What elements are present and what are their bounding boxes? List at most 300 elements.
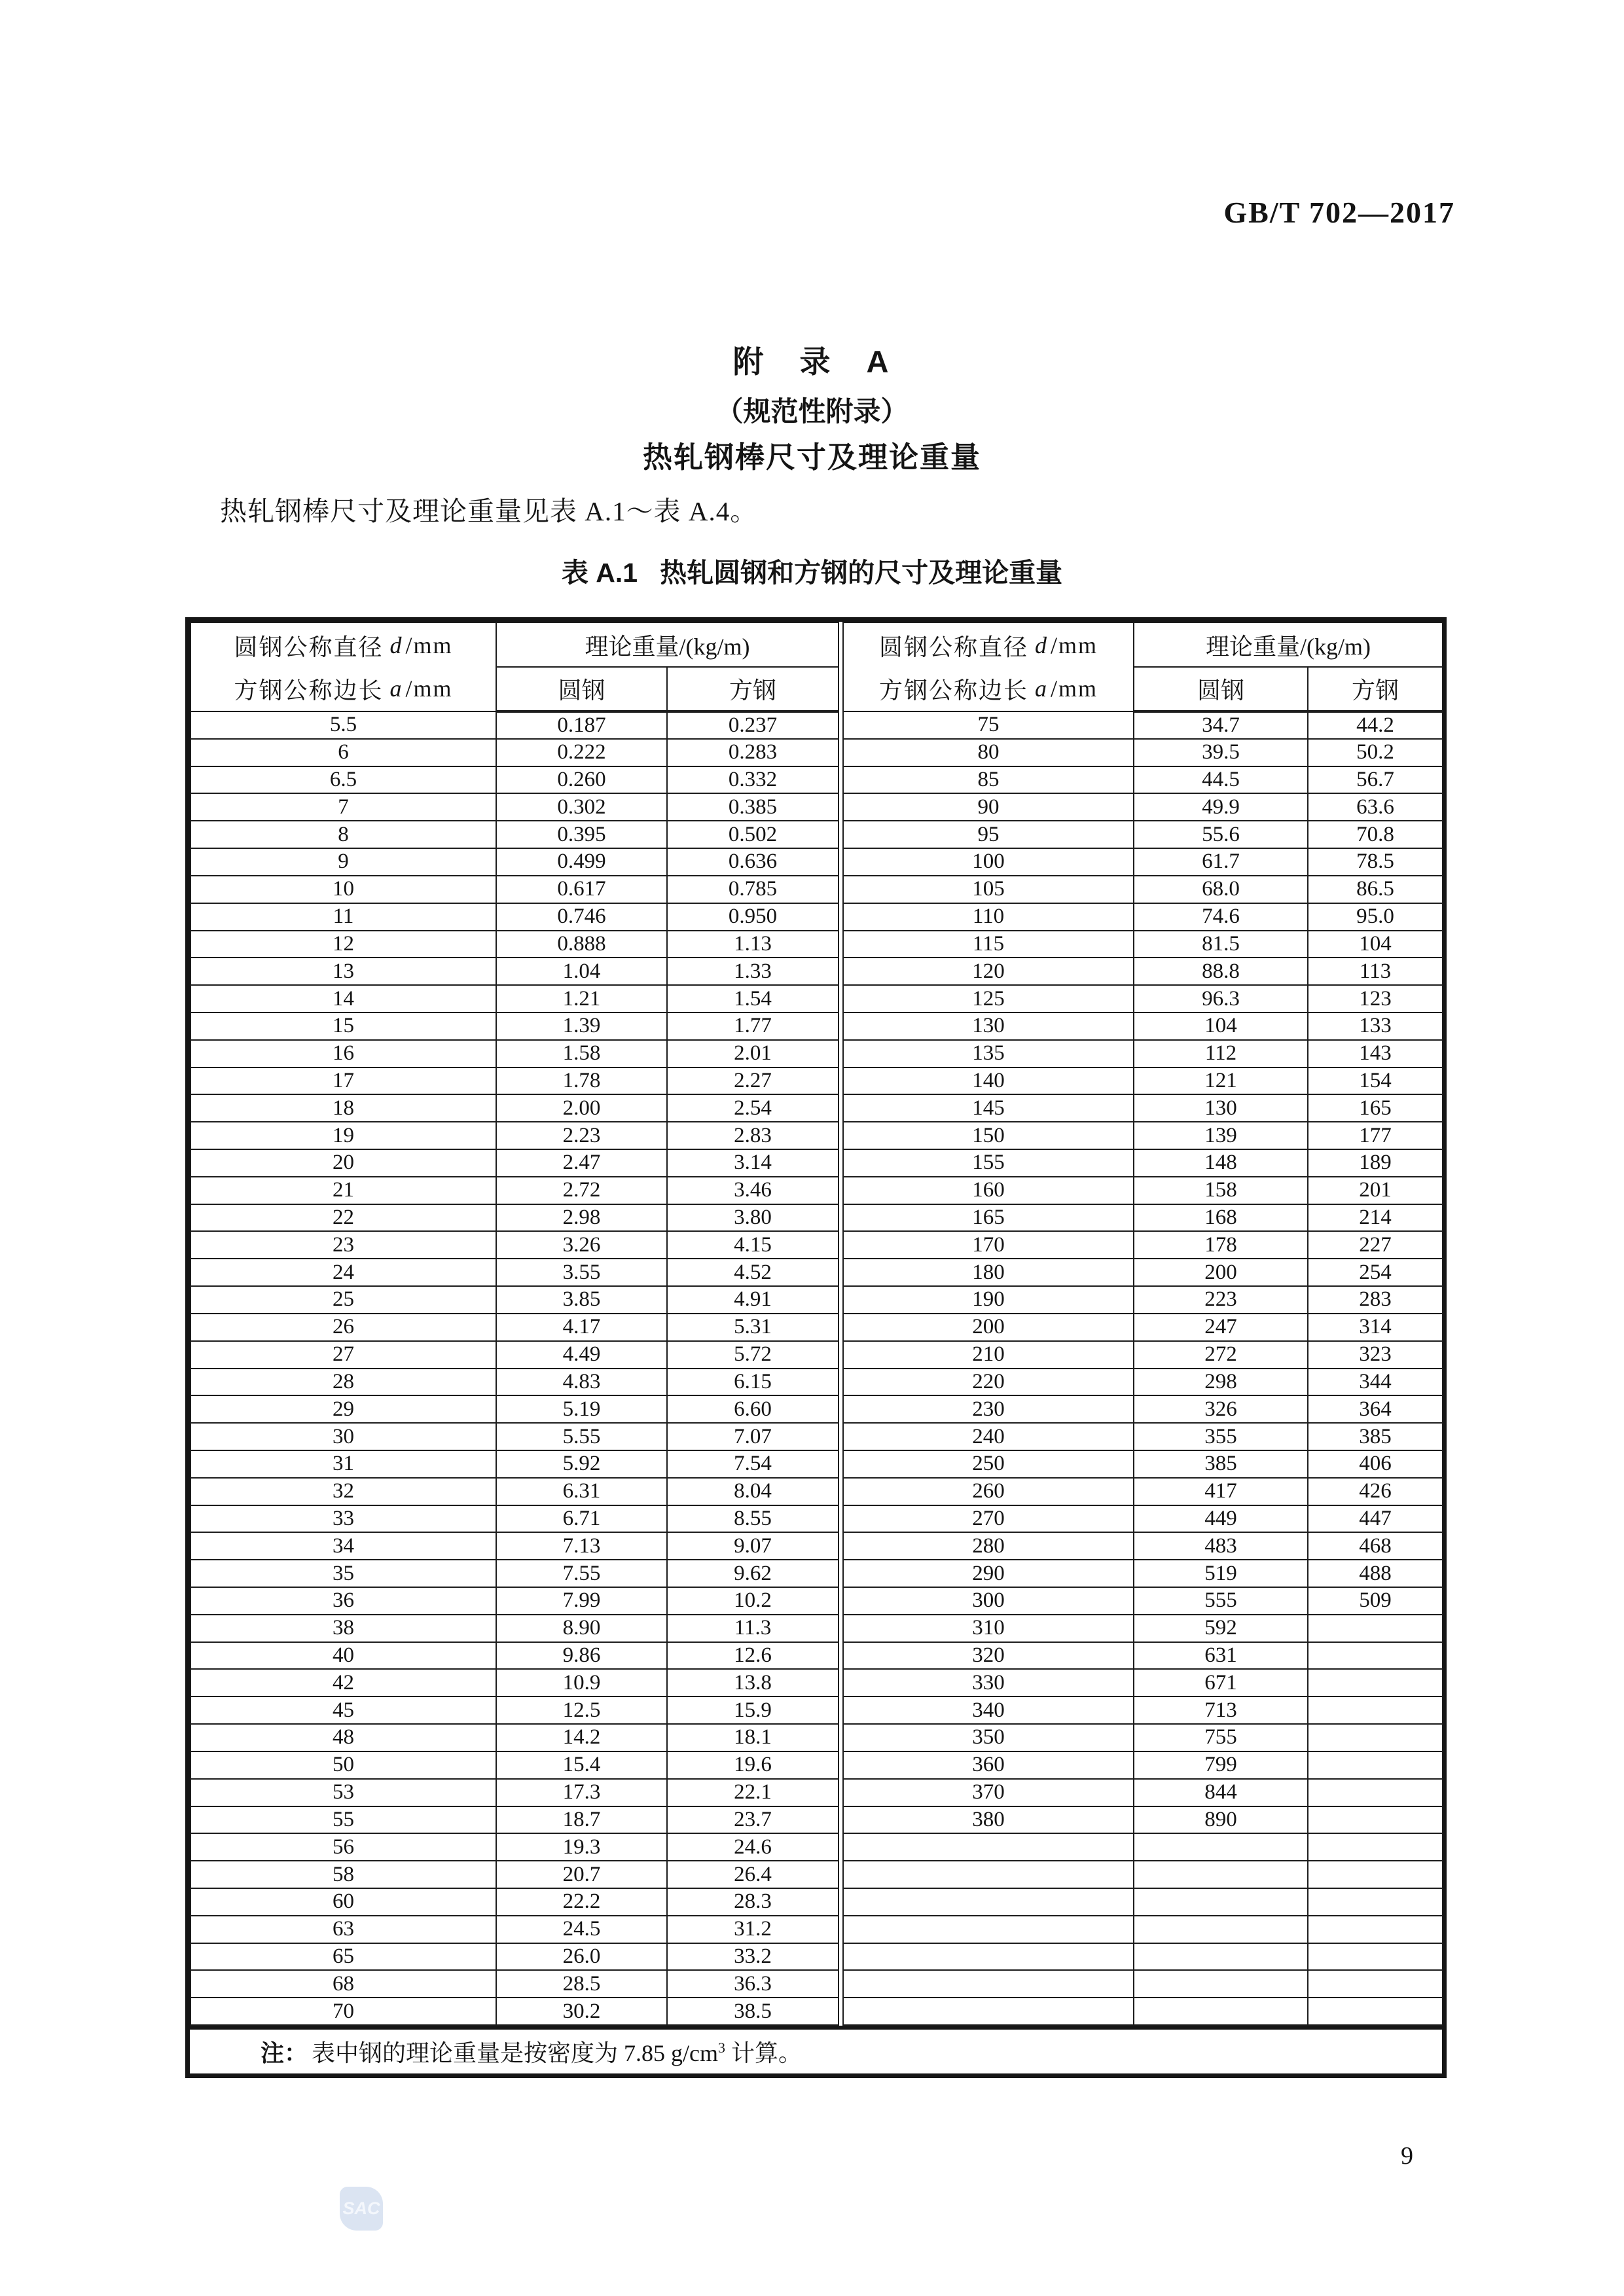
table-row <box>190 903 839 931</box>
size-cell: 14 <box>190 985 496 1013</box>
round-weight-cell: 61.7 <box>1134 848 1308 876</box>
round-weight-cell: 298 <box>1134 1369 1308 1396</box>
square-weight-cell: 133 <box>1308 1013 1443 1040</box>
round-weight-cell: 96.3 <box>1134 985 1308 1013</box>
square-weight-cell: 227 <box>1308 1231 1443 1259</box>
square-weight-cell: 426 <box>1308 1478 1443 1505</box>
round-weight-cell: 1.21 <box>496 985 667 1013</box>
size-cell: 11 <box>190 903 496 931</box>
size-cell: 280 <box>843 1532 1134 1560</box>
table-row <box>843 1149 1443 1177</box>
table-row <box>843 1998 1443 2025</box>
round-weight-cell: 2.23 <box>496 1122 667 1149</box>
table-row <box>190 1013 839 1040</box>
square-weight-cell: 8.55 <box>667 1505 839 1533</box>
square-weight-cell: 2.54 <box>667 1094 839 1122</box>
size-cell: 30 <box>190 1423 496 1450</box>
size-cell: 100 <box>843 848 1134 876</box>
table-a1 <box>185 617 1447 2078</box>
table-row <box>190 1286 839 1314</box>
round-weight-cell: 88.8 <box>1134 958 1308 985</box>
table-row <box>843 1532 1443 1560</box>
table-row <box>843 1696 1443 1724</box>
size-cell: 58 <box>190 1861 496 1888</box>
round-weight-cell: 0.260 <box>496 766 667 794</box>
table-row <box>190 985 839 1013</box>
standard-number: GB/T 702—2017 <box>1223 196 1455 229</box>
square-weight-cell: 18.1 <box>667 1724 839 1751</box>
square-weight-cell: 201 <box>1308 1177 1443 1204</box>
table-row <box>843 1013 1443 1040</box>
round-weight-cell: 671 <box>1134 1669 1308 1696</box>
table-a1-left-half <box>190 622 839 2026</box>
col-header-size-line1: 圆钢公称直径 d /mm <box>878 632 1098 660</box>
table-row <box>843 821 1443 848</box>
round-weight-cell <box>1134 1998 1308 2025</box>
round-weight-cell: 34.7 <box>1134 711 1308 739</box>
round-weight-cell: 3.85 <box>496 1286 667 1314</box>
round-weight-cell: 24.5 <box>496 1916 667 1943</box>
table-row <box>190 1615 839 1642</box>
table-row <box>190 1560 839 1587</box>
table-row <box>190 739 839 766</box>
table-row <box>190 1751 839 1779</box>
square-weight-cell: 0.785 <box>667 876 839 903</box>
table-row <box>190 1888 839 1916</box>
left-table-body <box>190 711 839 2025</box>
round-weight-cell: 200 <box>1134 1259 1308 1286</box>
round-weight-cell: 355 <box>1134 1423 1308 1450</box>
table-row <box>843 1478 1443 1505</box>
square-weight-cell: 0.237 <box>667 711 839 739</box>
square-weight-cell: 33.2 <box>667 1943 839 1971</box>
square-weight-cell: 1.54 <box>667 985 839 1013</box>
table-row <box>190 1423 839 1450</box>
size-cell: 10 <box>190 876 496 903</box>
round-weight-cell: 755 <box>1134 1724 1308 1751</box>
round-weight-cell: 28.5 <box>496 1970 667 1998</box>
size-cell: 31 <box>190 1450 496 1478</box>
table-row <box>843 1642 1443 1670</box>
round-weight-cell: 844 <box>1134 1779 1308 1806</box>
round-weight-cell: 2.72 <box>496 1177 667 1204</box>
round-weight-cell: 17.3 <box>496 1779 667 1806</box>
size-cell: 12 <box>190 931 496 958</box>
round-weight-cell: 44.5 <box>1134 766 1308 794</box>
size-cell: 130 <box>843 1013 1134 1040</box>
round-weight-cell <box>1134 1916 1308 1943</box>
table-row <box>843 1369 1443 1396</box>
size-cell: 65 <box>190 1943 496 1971</box>
round-weight-cell: 168 <box>1134 1204 1308 1232</box>
round-weight-cell: 68.0 <box>1134 876 1308 903</box>
size-cell <box>843 1943 1134 1971</box>
square-weight-cell: 0.502 <box>667 821 839 848</box>
table-row <box>190 1833 839 1861</box>
table-row <box>843 1314 1443 1341</box>
size-cell: 28 <box>190 1369 496 1396</box>
size-cell: 15 <box>190 1013 496 1040</box>
size-cell: 155 <box>843 1149 1134 1177</box>
size-cell: 320 <box>843 1642 1134 1670</box>
page-number: 9 <box>1401 2142 1413 2170</box>
table-row <box>190 1642 839 1670</box>
size-cell: 6 <box>190 739 496 766</box>
size-cell: 120 <box>843 958 1134 985</box>
size-cell: 170 <box>843 1231 1134 1259</box>
table-row <box>843 766 1443 794</box>
square-weight-cell: 344 <box>1308 1369 1443 1396</box>
square-weight-cell: 4.91 <box>667 1286 839 1314</box>
table-note-label: 注： <box>261 2039 308 2066</box>
round-weight-cell: 15.4 <box>496 1751 667 1779</box>
table-row <box>190 1696 839 1724</box>
table-row <box>843 958 1443 985</box>
round-weight-cell: 19.3 <box>496 1833 667 1861</box>
table-row <box>843 1505 1443 1533</box>
square-weight-cell: 113 <box>1308 958 1443 985</box>
round-weight-cell: 519 <box>1134 1560 1308 1587</box>
square-weight-cell: 12.6 <box>667 1642 839 1670</box>
size-cell: 6.5 <box>190 766 496 794</box>
table-row <box>843 1204 1443 1232</box>
round-weight-cell: 5.19 <box>496 1395 667 1423</box>
square-weight-cell: 78.5 <box>1308 848 1443 876</box>
table-row <box>190 711 839 739</box>
round-weight-cell: 3.55 <box>496 1259 667 1286</box>
table-row <box>190 1943 839 1971</box>
table-row <box>843 1067 1443 1095</box>
square-weight-cell <box>1308 1916 1443 1943</box>
col-header-size <box>190 622 496 711</box>
size-cell: 20 <box>190 1149 496 1177</box>
round-weight-cell: 6.71 <box>496 1505 667 1533</box>
table-row <box>843 903 1443 931</box>
table-row <box>843 1450 1443 1478</box>
size-cell: 42 <box>190 1669 496 1696</box>
square-weight-cell: 95.0 <box>1308 903 1443 931</box>
size-cell: 26 <box>190 1314 496 1341</box>
square-weight-cell: 3.14 <box>667 1149 839 1177</box>
table-row <box>190 1532 839 1560</box>
size-cell: 18 <box>190 1094 496 1122</box>
table-row <box>190 1450 839 1478</box>
round-weight-cell: 148 <box>1134 1149 1308 1177</box>
size-cell: 70 <box>190 1998 496 2025</box>
size-cell: 250 <box>843 1450 1134 1478</box>
round-weight-cell: 449 <box>1134 1505 1308 1533</box>
square-weight-cell <box>1308 1943 1443 1971</box>
table-row <box>843 985 1443 1013</box>
table-row <box>843 1615 1443 1642</box>
size-cell: 7 <box>190 793 496 821</box>
size-cell: 23 <box>190 1231 496 1259</box>
round-weight-cell: 130 <box>1134 1094 1308 1122</box>
table-row <box>843 1423 1443 1450</box>
table-row <box>843 1888 1443 1916</box>
col-header-weight: 理论重量/(kg/m) <box>496 622 839 667</box>
table-row <box>190 1149 839 1177</box>
square-weight-cell: 314 <box>1308 1314 1443 1341</box>
round-weight-cell: 18.7 <box>496 1806 667 1834</box>
table-row <box>843 1231 1443 1259</box>
size-cell <box>843 1916 1134 1943</box>
square-weight-cell: 4.15 <box>667 1231 839 1259</box>
size-cell: 9 <box>190 848 496 876</box>
table-row <box>190 1478 839 1505</box>
round-weight-cell: 483 <box>1134 1532 1308 1560</box>
size-cell: 145 <box>843 1094 1134 1122</box>
size-cell: 53 <box>190 1779 496 1806</box>
table-row <box>190 1998 839 2025</box>
round-weight-cell: 4.49 <box>496 1341 667 1369</box>
square-weight-cell: 7.07 <box>667 1423 839 1450</box>
table-row <box>190 1204 839 1232</box>
size-cell: 24 <box>190 1259 496 1286</box>
size-cell: 330 <box>843 1669 1134 1696</box>
square-weight-cell: 11.3 <box>667 1615 839 1642</box>
size-cell: 240 <box>843 1423 1134 1450</box>
table-row <box>843 1833 1443 1861</box>
table-row <box>190 1314 839 1341</box>
table-row <box>190 1916 839 1943</box>
square-weight-cell <box>1308 1970 1443 1998</box>
square-weight-cell: 323 <box>1308 1341 1443 1369</box>
round-weight-cell: 26.0 <box>496 1943 667 1971</box>
square-weight-cell: 2.27 <box>667 1067 839 1095</box>
size-cell: 32 <box>190 1478 496 1505</box>
square-weight-cell <box>1308 1861 1443 1888</box>
size-cell: 220 <box>843 1369 1134 1396</box>
size-cell: 63 <box>190 1916 496 1943</box>
size-cell <box>843 1970 1134 1998</box>
size-cell: 200 <box>843 1314 1134 1341</box>
square-weight-cell: 123 <box>1308 985 1443 1013</box>
size-cell: 340 <box>843 1696 1134 1724</box>
size-cell: 150 <box>843 1122 1134 1149</box>
table-row <box>843 1916 1443 1943</box>
size-cell: 80 <box>843 739 1134 766</box>
table-row <box>843 1395 1443 1423</box>
table-row <box>843 876 1443 903</box>
square-weight-cell: 9.07 <box>667 1532 839 1560</box>
square-weight-cell <box>1308 1642 1443 1670</box>
table-row <box>190 1067 839 1095</box>
size-cell: 13 <box>190 958 496 985</box>
size-cell <box>843 1888 1134 1916</box>
round-weight-cell: 385 <box>1134 1450 1308 1478</box>
table-row <box>843 1587 1443 1615</box>
round-weight-cell: 1.78 <box>496 1067 667 1095</box>
square-weight-cell: 1.13 <box>667 931 839 958</box>
table-row <box>190 1341 839 1369</box>
square-weight-cell: 3.80 <box>667 1204 839 1232</box>
size-cell: 48 <box>190 1724 496 1751</box>
table-row <box>190 848 839 876</box>
round-weight-cell: 12.5 <box>496 1696 667 1724</box>
table-row <box>843 1943 1443 1971</box>
round-weight-cell: 39.5 <box>1134 739 1308 766</box>
round-weight-cell: 2.47 <box>496 1149 667 1177</box>
round-weight-cell: 799 <box>1134 1751 1308 1779</box>
table-row <box>190 1040 839 1067</box>
size-cell: 135 <box>843 1040 1134 1067</box>
square-weight-cell: 406 <box>1308 1450 1443 1478</box>
square-weight-cell <box>1308 1779 1443 1806</box>
round-weight-cell: 1.39 <box>496 1013 667 1040</box>
round-weight-cell: 20.7 <box>496 1861 667 1888</box>
round-weight-cell: 0.499 <box>496 848 667 876</box>
round-weight-cell: 0.187 <box>496 711 667 739</box>
sac-watermark-logo <box>340 2187 383 2231</box>
round-weight-cell: 158 <box>1134 1177 1308 1204</box>
square-weight-cell: 509 <box>1308 1587 1443 1615</box>
square-weight-cell: 154 <box>1308 1067 1443 1095</box>
round-weight-cell: 7.99 <box>496 1587 667 1615</box>
size-cell: 34 <box>190 1532 496 1560</box>
table-row <box>843 1751 1443 1779</box>
round-weight-cell: 121 <box>1134 1067 1308 1095</box>
size-cell: 56 <box>190 1833 496 1861</box>
col-header-size-line1: 圆钢公称直径 d /mm <box>234 632 453 660</box>
table-row <box>843 1177 1443 1204</box>
size-cell: 230 <box>843 1395 1134 1423</box>
square-weight-cell: 56.7 <box>1308 766 1443 794</box>
size-cell: 36 <box>190 1587 496 1615</box>
size-cell: 75 <box>843 711 1134 739</box>
round-weight-cell <box>1134 1833 1308 1861</box>
square-weight-cell: 3.46 <box>667 1177 839 1204</box>
square-weight-cell <box>1308 1669 1443 1696</box>
table-row <box>190 1395 839 1423</box>
size-cell: 38 <box>190 1615 496 1642</box>
square-weight-cell: 1.33 <box>667 958 839 985</box>
square-weight-cell: 10.2 <box>667 1587 839 1615</box>
table-note-text: 表中钢的理论重量是按密度为 7.85 $g/cm^3$ 计算。 <box>312 2039 803 2066</box>
appendix-subtitle: （规范性附录） <box>715 396 909 427</box>
square-weight-cell: 214 <box>1308 1204 1443 1232</box>
square-weight-cell: 0.283 <box>667 739 839 766</box>
round-weight-cell: 74.6 <box>1134 903 1308 931</box>
table-row <box>190 876 839 903</box>
square-weight-cell: 38.5 <box>667 1998 839 2025</box>
table-row <box>843 1861 1443 1888</box>
square-weight-cell: 15.9 <box>667 1696 839 1724</box>
col-header-square: 方钢 <box>667 667 839 711</box>
sac-watermark-text: SAC <box>342 2198 380 2218</box>
round-weight-cell: 49.9 <box>1134 793 1308 821</box>
round-weight-cell: 1.58 <box>496 1040 667 1067</box>
table-row <box>190 1122 839 1149</box>
size-cell: 25 <box>190 1286 496 1314</box>
table-row <box>190 1970 839 1998</box>
round-weight-cell: 5.55 <box>496 1423 667 1450</box>
table-row <box>843 1122 1443 1149</box>
size-cell <box>843 1861 1134 1888</box>
square-weight-cell: 0.332 <box>667 766 839 794</box>
square-weight-cell: 1.77 <box>667 1013 839 1040</box>
table-row <box>843 793 1443 821</box>
table-row <box>190 1259 839 1286</box>
table-row <box>190 958 839 985</box>
round-weight-cell: 247 <box>1134 1314 1308 1341</box>
round-weight-cell: 30.2 <box>496 1998 667 2025</box>
size-cell: 29 <box>190 1395 496 1423</box>
round-weight-cell <box>1134 1943 1308 1971</box>
table-row <box>843 711 1443 739</box>
size-cell <box>843 1998 1134 2025</box>
square-weight-cell: 5.72 <box>667 1341 839 1369</box>
round-weight-cell: 713 <box>1134 1696 1308 1724</box>
table-caption-title: 热轧圆钢和方钢的尺寸及理论重量 <box>660 558 1063 588</box>
round-weight-cell: 178 <box>1134 1231 1308 1259</box>
square-weight-cell: 36.3 <box>667 1970 839 1998</box>
size-cell: 160 <box>843 1177 1134 1204</box>
table-row <box>843 739 1443 766</box>
size-cell: 8 <box>190 821 496 848</box>
size-cell: 40 <box>190 1642 496 1670</box>
size-cell: 16 <box>190 1040 496 1067</box>
round-weight-cell: 5.92 <box>496 1450 667 1478</box>
size-cell: 5.5 <box>190 711 496 739</box>
table-caption-label: 表 A.1 <box>561 558 638 588</box>
round-weight-cell: 223 <box>1134 1286 1308 1314</box>
table-row <box>190 1724 839 1751</box>
table-row <box>190 766 839 794</box>
size-cell: 50 <box>190 1751 496 1779</box>
square-weight-cell: 447 <box>1308 1505 1443 1533</box>
table-row <box>843 1560 1443 1587</box>
size-cell: 310 <box>843 1615 1134 1642</box>
round-weight-cell: 7.55 <box>496 1560 667 1587</box>
square-weight-cell: 468 <box>1308 1532 1443 1560</box>
round-weight-cell: 14.2 <box>496 1724 667 1751</box>
table-row <box>190 1231 839 1259</box>
square-weight-cell: 2.83 <box>667 1122 839 1149</box>
square-weight-cell: 23.7 <box>667 1806 839 1834</box>
square-weight-cell <box>1308 1833 1443 1861</box>
square-weight-cell: 143 <box>1308 1040 1443 1067</box>
col-header-weight: 理论重量/(kg/m) <box>1134 622 1443 667</box>
round-weight-cell <box>1134 1970 1308 1998</box>
col-header-square: 方钢 <box>1308 667 1443 711</box>
square-weight-cell: 13.8 <box>667 1669 839 1696</box>
round-weight-cell: 0.302 <box>496 793 667 821</box>
size-cell: 210 <box>843 1341 1134 1369</box>
table-row <box>843 931 1443 958</box>
round-weight-cell: 0.617 <box>496 876 667 903</box>
square-weight-cell <box>1308 1998 1443 2025</box>
round-weight-cell: 22.2 <box>496 1888 667 1916</box>
round-weight-cell: 417 <box>1134 1478 1308 1505</box>
square-weight-cell: 19.6 <box>667 1751 839 1779</box>
table-row <box>190 1806 839 1834</box>
table-row <box>843 1669 1443 1696</box>
square-weight-cell: 385 <box>1308 1423 1443 1450</box>
size-cell: 35 <box>190 1560 496 1587</box>
square-weight-cell: 8.04 <box>667 1478 839 1505</box>
size-cell: 350 <box>843 1724 1134 1751</box>
table-row <box>843 1724 1443 1751</box>
square-weight-cell <box>1308 1696 1443 1724</box>
size-cell: 270 <box>843 1505 1134 1533</box>
square-weight-cell <box>1308 1751 1443 1779</box>
round-weight-cell: 6.31 <box>496 1478 667 1505</box>
round-weight-cell: 10.9 <box>496 1669 667 1696</box>
square-weight-cell: 488 <box>1308 1560 1443 1587</box>
round-weight-cell: 112 <box>1134 1040 1308 1067</box>
round-weight-cell: 139 <box>1134 1122 1308 1149</box>
